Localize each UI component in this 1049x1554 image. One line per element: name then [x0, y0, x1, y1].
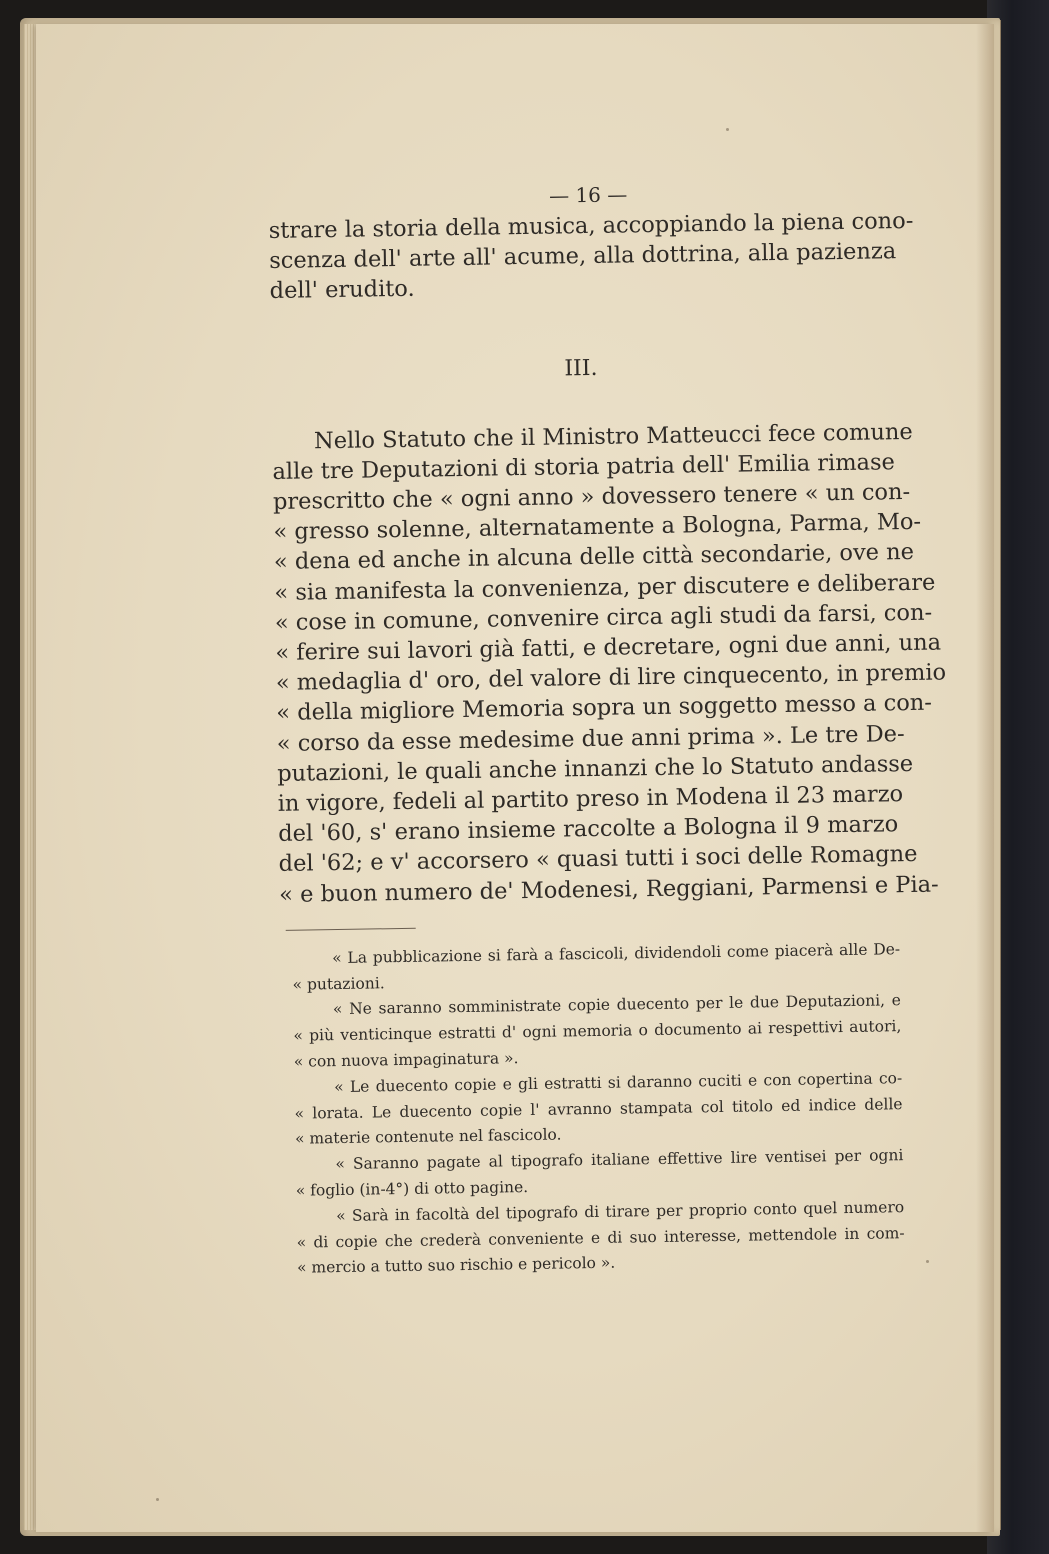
page-number: — 16 — — [548, 182, 628, 208]
footnote-line: « putazioni. — [292, 973, 385, 994]
footnote-line: « con nuova impaginatura ». — [293, 1049, 519, 1071]
text-line: « e buon numero de' Modenesi, Reggiani, Parmensi e Pia- — [278, 871, 939, 908]
footnote-line: « materie contenute nel fascicolo. — [294, 1125, 562, 1149]
text-line: « corso da esse medesime due anni prima ». Le tre De- — [276, 720, 905, 757]
text-line: dell' erudito. — [269, 276, 415, 305]
section-heading: III. — [564, 355, 598, 381]
continued-paragraph — [268, 206, 914, 306]
footnote-line: « Le duecento copie e gli estratti si daranno cuciti e con copertina co- — [334, 1068, 903, 1096]
text-line: « sia manifesta la convenienza, per discutere e deliberare — [274, 569, 936, 606]
footnote-rule — [286, 928, 416, 931]
footnote-line: « Ne saranno somministrate copie duecento per le due Deputazioni, e — [332, 991, 902, 1019]
text-line: prescritto che « ogni anno » dovessero tenere « un con- — [272, 478, 911, 515]
footnote-line: « mercio a tutto suo rischio e pericolo ». — [296, 1254, 616, 1278]
text-line: in vigore, fedeli al partito preso in Modena il 23 marzo — [277, 781, 904, 817]
text-line: « gresso solenne, alternatamente a Bologna, Parma, Mo- — [273, 509, 922, 546]
text-line: « della migliore Memoria sopra un soggetto messo a con- — [276, 690, 933, 727]
text-line: « cose in comune, convenire circa agli studi da farsi, con- — [274, 599, 933, 636]
text-line: scenza dell' arte all' acume, alla dottrina, alla pazienza — [269, 238, 897, 275]
paper-speck — [726, 128, 729, 131]
footnote-line: « di copie che crederà conveniente e di suo interesse, mettendole in com- — [296, 1223, 905, 1252]
text-line: Nello Statuto che il Ministro Matteucci fece comune — [313, 418, 913, 454]
text-line: del '60, s' erano insieme raccolte a Bologna il 9 marzo — [278, 811, 899, 848]
text-line: del '62; e v' accorsero « quasi tutti i soci delle Romagne — [278, 841, 918, 878]
text-line: alle tre Deputazioni di storia patria dell' Emilia rimase — [272, 449, 896, 485]
footnotes — [280, 937, 905, 1282]
text-line: « ferire sui lavori già fatti, e decretare, ogni due anni, una — [275, 629, 942, 666]
gutter-shadow — [976, 24, 994, 1532]
footnote-line: « La pubblicazione si farà a fascicoli, dividendoli come piacerà alle De- — [332, 940, 901, 967]
paper-speck — [156, 1498, 159, 1501]
text-line: « medaglia d' oro, del valore di lire cinquecento, in premio — [275, 659, 947, 697]
text-line: « dena ed anche in alcuna delle città secondarie, ove ne — [273, 539, 915, 576]
footnote-line: « foglio (in-4°) di otto pagine. — [295, 1178, 529, 1200]
text-line: strare la storia della musica, accoppiando la piena cono- — [268, 207, 914, 244]
footnote-line: « più venticinque estratti d' ogni memoria o documento ai respettivi autori, — [293, 1017, 902, 1045]
main-paragraph — [272, 417, 947, 910]
text-line: putazioni, le quali anche innanzi che lo Statuto andasse — [277, 750, 914, 787]
footnote-line: « Sarà in facoltà del tipografo di tirare per proprio conto quel numero — [336, 1197, 905, 1225]
paper-speck — [926, 1260, 929, 1263]
footnote-line: « Saranno pagate al tipografo italiane effettive lire ventisei per ogni — [335, 1146, 904, 1174]
footnote-line: « lorata. Le duecento copie l' avranno stampata col titolo ed indice delle — [294, 1094, 903, 1123]
page-text — [268, 174, 947, 1282]
